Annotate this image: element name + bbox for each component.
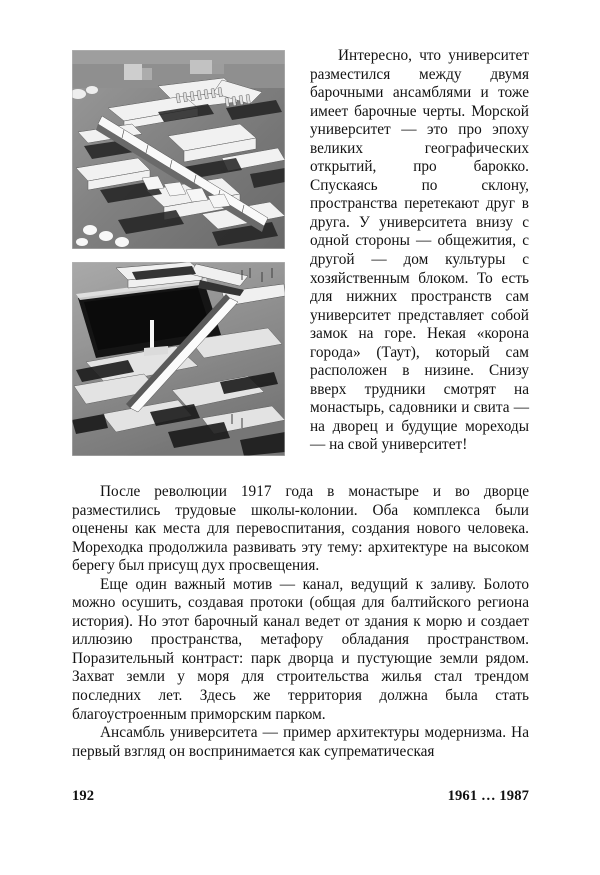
paragraph-narrow-1: Интересно, что университет разместился между двумя барочными ансамблями и тоже имеет барочные черты. Морской университет — это про эпоху великих географических открытий, про барокко. Спускаясь по склону, пространства перетекают друг в друга. У университета внизу с одной стороны — общежития, с другой — дом культуры с хозяйственным блоком. То есть для нижних пространств сам университет представляет собой замок на горе. Некая «корона города» (Таут), который сам расположен в низине. Снизу вверх трудники смотрят на монастырь, садовники и свита — на дворец и будущие мореходы — на свой университет! (310, 47, 529, 454)
page-number: 192 (72, 788, 95, 804)
figure-stack (72, 50, 285, 456)
sidebar-text-column (310, 47, 529, 455)
paragraph-full-1: После революции 1917 года в монастыре и во дворце разместились трудовые школы-колонии. Оба комплекса были оценены как места для перевоспитания, создания нового человека. Мореходка продолжила развивать эту тему: архитектуре на высоком берегу был присущ дух просвещения. (72, 483, 529, 575)
paragraph-full-3: Ансамбль университета — пример архитектуры модернизма. На первый взгляд он воспринимается как супрематическая (72, 724, 529, 760)
aerial-photo-model-upper (72, 50, 285, 249)
photo-canvas-lower (72, 262, 285, 456)
aerial-photo-model-lower (72, 262, 285, 456)
photo-canvas-upper (72, 50, 285, 249)
paragraph-full-2: Еще один важный мотив — канал, ведущий к заливу. Болото можно осушить, создавая протоки (общая для балтийского региона история). Но этот барочный канал ведет от здания к морю и создает иллюзию пространства, метафору обладания пространством. Поразительный контраст: парк дворца и пустующие земли рядом. Захват земли у моря для строительства жилья стал трендом последних лет. Здесь же территория должна была стать благоустроенным приморским парком. (72, 575, 529, 723)
main-text-column (72, 483, 529, 761)
running-head: 1961 … 1987 (447, 788, 529, 804)
page-footer (72, 788, 529, 805)
